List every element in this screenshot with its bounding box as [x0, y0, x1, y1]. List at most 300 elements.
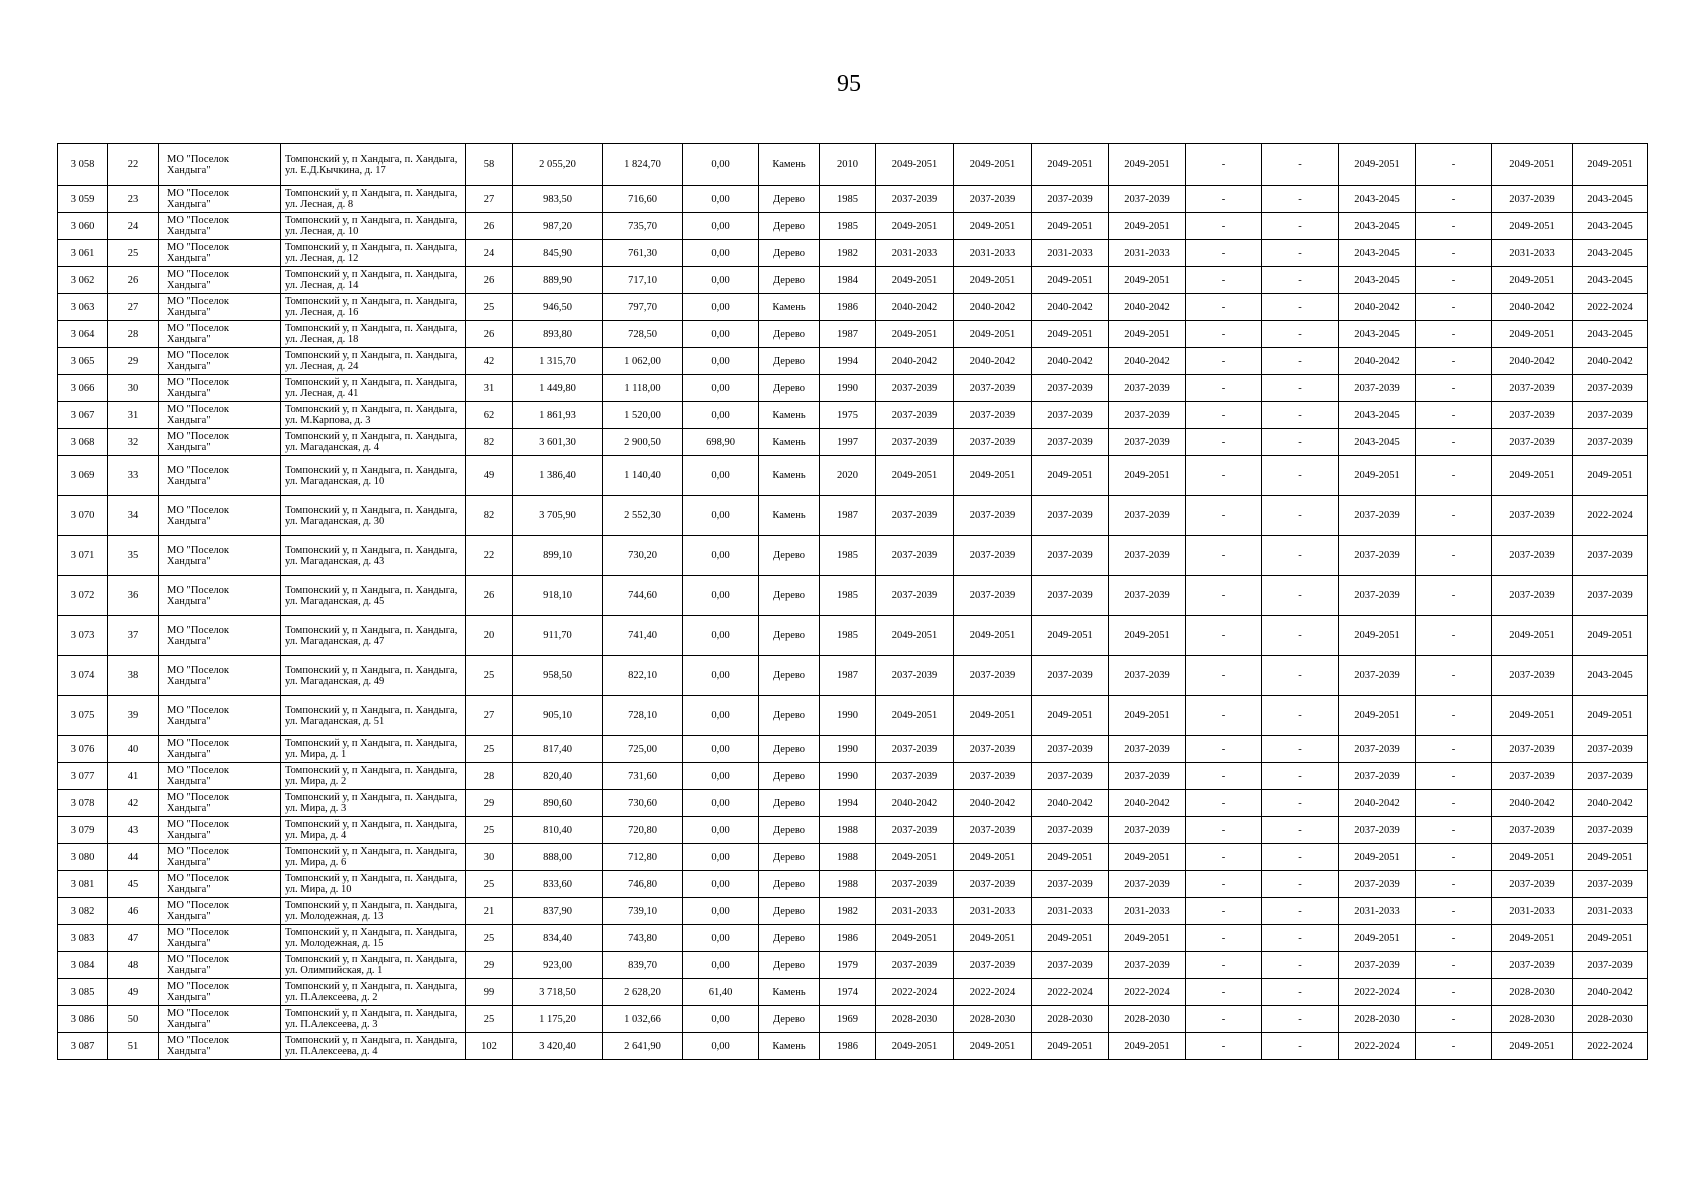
sub-number-cell: 34 [108, 496, 159, 536]
period-cell: - [1186, 616, 1262, 656]
period-cell: 2037-2039 [1032, 375, 1109, 402]
period-cell: 2037-2039 [1339, 656, 1416, 696]
apartments-count-cell: 25 [466, 871, 513, 898]
period-cell: 2037-2039 [1492, 536, 1573, 576]
period-cell: 2049-2051 [1492, 267, 1573, 294]
table-row [58, 576, 1648, 616]
living-area-cell: 717,10 [603, 267, 683, 294]
living-area-cell: 2 628,20 [603, 979, 683, 1006]
living-area-cell: 839,70 [603, 952, 683, 979]
living-area-cell: 797,70 [603, 294, 683, 321]
period-cell: 2037-2039 [954, 375, 1032, 402]
build-year-cell: 1982 [820, 240, 876, 267]
period-cell: 2043-2045 [1573, 213, 1648, 240]
period-cell: 2040-2042 [1492, 348, 1573, 375]
period-cell: 2049-2051 [876, 144, 954, 186]
period-cell: 2049-2051 [954, 1033, 1032, 1060]
living-area-cell: 2 641,90 [603, 1033, 683, 1060]
period-cell: - [1186, 925, 1262, 952]
record-number-cell: 3 071 [58, 536, 108, 576]
period-cell: 2037-2039 [1032, 429, 1109, 456]
record-number-cell: 3 070 [58, 496, 108, 536]
record-number-cell: 3 077 [58, 763, 108, 790]
period-cell: 2049-2051 [1492, 1033, 1573, 1060]
apartments-count-cell: 22 [466, 536, 513, 576]
period-cell: - [1262, 536, 1339, 576]
wall-material-cell: Дерево [759, 267, 820, 294]
period-cell: 2037-2039 [954, 871, 1032, 898]
municipality-cell: МО "Поселок Хандыга" [159, 925, 281, 952]
record-number-cell: 3 064 [58, 321, 108, 348]
total-area-cell: 893,80 [513, 321, 603, 348]
period-cell: 2049-2051 [1573, 844, 1648, 871]
period-cell: 2028-2030 [1109, 1006, 1186, 1033]
apartments-count-cell: 25 [466, 736, 513, 763]
period-cell: 2028-2030 [1339, 1006, 1416, 1033]
period-cell: - [1262, 456, 1339, 496]
period-cell: 2049-2051 [876, 696, 954, 736]
total-area-cell: 890,60 [513, 790, 603, 817]
build-year-cell: 1969 [820, 1006, 876, 1033]
period-cell: 2043-2045 [1339, 213, 1416, 240]
period-cell: 2031-2033 [1492, 240, 1573, 267]
page-number: 95 [837, 71, 861, 97]
living-area-cell: 1 062,00 [603, 348, 683, 375]
period-cell: 2037-2039 [1492, 429, 1573, 456]
period-cell: 2037-2039 [1032, 871, 1109, 898]
living-area-cell: 712,80 [603, 844, 683, 871]
period-cell: - [1416, 616, 1492, 656]
period-cell: 2037-2039 [1032, 186, 1109, 213]
period-cell: - [1262, 898, 1339, 925]
nonresidential-area-cell: 0,00 [683, 267, 759, 294]
table-row [58, 144, 1648, 186]
record-number-cell: 3 087 [58, 1033, 108, 1060]
table-row [58, 871, 1648, 898]
period-cell: 2037-2039 [1492, 952, 1573, 979]
period-cell: 2037-2039 [1339, 576, 1416, 616]
period-cell: - [1186, 294, 1262, 321]
wall-material-cell: Дерево [759, 321, 820, 348]
build-year-cell: 1988 [820, 871, 876, 898]
period-cell: 2022-2024 [1573, 294, 1648, 321]
build-year-cell: 1990 [820, 763, 876, 790]
period-cell: - [1416, 213, 1492, 240]
period-cell: 2037-2039 [876, 375, 954, 402]
period-cell: 2037-2039 [1339, 871, 1416, 898]
period-cell: 2031-2033 [1109, 240, 1186, 267]
period-cell: - [1186, 240, 1262, 267]
period-cell: - [1416, 536, 1492, 576]
living-area-cell: 1 032,66 [603, 1006, 683, 1033]
living-area-cell: 730,60 [603, 790, 683, 817]
period-cell: 2049-2051 [954, 925, 1032, 952]
total-area-cell: 820,40 [513, 763, 603, 790]
period-cell: - [1416, 656, 1492, 696]
period-cell: 2040-2042 [1032, 790, 1109, 817]
period-cell: 2049-2051 [1339, 456, 1416, 496]
total-area-cell: 911,70 [513, 616, 603, 656]
period-cell: 2028-2030 [1573, 1006, 1648, 1033]
wall-material-cell: Дерево [759, 1006, 820, 1033]
nonresidential-area-cell: 0,00 [683, 496, 759, 536]
wall-material-cell: Дерево [759, 576, 820, 616]
sub-number-cell: 23 [108, 186, 159, 213]
address-cell: Томпонский у, п Хандыга, п. Хандыга, ул. Магаданская, д. 43 [281, 536, 466, 576]
period-cell: 2049-2051 [1032, 321, 1109, 348]
municipality-cell: МО "Поселок Хандыга" [159, 1033, 281, 1060]
period-cell: 2049-2051 [876, 844, 954, 871]
period-cell: 2049-2051 [1032, 267, 1109, 294]
apartments-count-cell: 82 [466, 496, 513, 536]
living-area-cell: 728,50 [603, 321, 683, 348]
record-number-cell: 3 074 [58, 656, 108, 696]
period-cell: - [1416, 496, 1492, 536]
municipality-cell: МО "Поселок Хандыга" [159, 144, 281, 186]
nonresidential-area-cell: 0,00 [683, 144, 759, 186]
period-cell: 2049-2051 [1032, 925, 1109, 952]
period-cell: 2031-2033 [954, 898, 1032, 925]
nonresidential-area-cell: 698,90 [683, 429, 759, 456]
record-number-cell: 3 063 [58, 294, 108, 321]
wall-material-cell: Камень [759, 496, 820, 536]
build-year-cell: 1979 [820, 952, 876, 979]
build-year-cell: 1987 [820, 656, 876, 696]
period-cell: 2043-2045 [1339, 240, 1416, 267]
table-row [58, 294, 1648, 321]
period-cell: - [1186, 817, 1262, 844]
apartments-count-cell: 49 [466, 456, 513, 496]
table-row [58, 736, 1648, 763]
period-cell: 2022-2024 [876, 979, 954, 1006]
period-cell: 2037-2039 [1109, 763, 1186, 790]
address-cell: Томпонский у, п Хандыга, п. Хандыга, ул. Лесная, д. 24 [281, 348, 466, 375]
period-cell: 2037-2039 [876, 536, 954, 576]
period-cell: 2031-2033 [1109, 898, 1186, 925]
build-year-cell: 1990 [820, 696, 876, 736]
sub-number-cell: 28 [108, 321, 159, 348]
period-cell: 2037-2039 [1573, 576, 1648, 616]
period-cell: 2049-2051 [954, 844, 1032, 871]
living-area-cell: 744,60 [603, 576, 683, 616]
sub-number-cell: 24 [108, 213, 159, 240]
total-area-cell: 899,10 [513, 536, 603, 576]
apartments-count-cell: 20 [466, 616, 513, 656]
municipality-cell: МО "Поселок Хандыга" [159, 213, 281, 240]
period-cell: 2037-2039 [1109, 952, 1186, 979]
nonresidential-area-cell: 0,00 [683, 925, 759, 952]
total-area-cell: 3 718,50 [513, 979, 603, 1006]
municipality-cell: МО "Поселок Хандыга" [159, 267, 281, 294]
apartments-count-cell: 28 [466, 763, 513, 790]
period-cell: - [1416, 871, 1492, 898]
total-area-cell: 833,60 [513, 871, 603, 898]
sub-number-cell: 40 [108, 736, 159, 763]
period-cell: 2022-2024 [1573, 496, 1648, 536]
record-number-cell: 3 085 [58, 979, 108, 1006]
municipality-cell: МО "Поселок Хандыга" [159, 429, 281, 456]
apartments-count-cell: 62 [466, 402, 513, 429]
total-area-cell: 1 315,70 [513, 348, 603, 375]
period-cell: 2031-2033 [1032, 898, 1109, 925]
municipality-cell: МО "Поселок Хандыга" [159, 496, 281, 536]
period-cell: 2037-2039 [954, 952, 1032, 979]
build-year-cell: 1990 [820, 375, 876, 402]
wall-material-cell: Дерево [759, 240, 820, 267]
period-cell: 2049-2051 [1109, 616, 1186, 656]
period-cell: - [1262, 817, 1339, 844]
sub-number-cell: 43 [108, 817, 159, 844]
period-cell: 2043-2045 [1339, 321, 1416, 348]
period-cell: 2037-2039 [954, 736, 1032, 763]
address-cell: Томпонский у, п Хандыга, п. Хандыга, ул. Лесная, д. 41 [281, 375, 466, 402]
record-number-cell: 3 081 [58, 871, 108, 898]
wall-material-cell: Дерево [759, 871, 820, 898]
period-cell: 2031-2033 [1339, 898, 1416, 925]
address-cell: Томпонский у, п Хандыга, п. Хандыга, ул. Магаданская, д. 10 [281, 456, 466, 496]
address-cell: Томпонский у, п Хандыга, п. Хандыга, ул. П.Алексеева, д. 3 [281, 1006, 466, 1033]
record-number-cell: 3 065 [58, 348, 108, 375]
period-cell: 2022-2024 [1032, 979, 1109, 1006]
period-cell: 2022-2024 [1339, 1033, 1416, 1060]
wall-material-cell: Дерево [759, 375, 820, 402]
municipality-cell: МО "Поселок Хандыга" [159, 321, 281, 348]
period-cell: 2043-2045 [1339, 267, 1416, 294]
period-cell: 2028-2030 [1492, 1006, 1573, 1033]
municipality-cell: МО "Поселок Хандыга" [159, 536, 281, 576]
wall-material-cell: Дерево [759, 763, 820, 790]
period-cell: - [1416, 1006, 1492, 1033]
record-number-cell: 3 059 [58, 186, 108, 213]
period-cell: 2040-2042 [1339, 294, 1416, 321]
total-area-cell: 3 601,30 [513, 429, 603, 456]
wall-material-cell: Дерево [759, 925, 820, 952]
period-cell: 2031-2033 [1032, 240, 1109, 267]
wall-material-cell: Камень [759, 402, 820, 429]
build-year-cell: 1982 [820, 898, 876, 925]
build-year-cell: 1990 [820, 736, 876, 763]
period-cell: 2049-2051 [954, 696, 1032, 736]
period-cell: - [1416, 1033, 1492, 1060]
period-cell: - [1262, 294, 1339, 321]
period-cell: 2040-2042 [1109, 790, 1186, 817]
period-cell: 2049-2051 [954, 144, 1032, 186]
period-cell: - [1186, 375, 1262, 402]
nonresidential-area-cell: 0,00 [683, 898, 759, 925]
period-cell: 2037-2039 [1573, 402, 1648, 429]
period-cell: 2049-2051 [876, 213, 954, 240]
municipality-cell: МО "Поселок Хандыга" [159, 294, 281, 321]
nonresidential-area-cell: 0,00 [683, 213, 759, 240]
record-number-cell: 3 060 [58, 213, 108, 240]
period-cell: - [1262, 348, 1339, 375]
municipality-cell: МО "Поселок Хандыга" [159, 348, 281, 375]
period-cell: - [1262, 429, 1339, 456]
period-cell: - [1186, 898, 1262, 925]
period-cell: 2049-2051 [1492, 925, 1573, 952]
table-row [58, 321, 1648, 348]
period-cell: 2031-2033 [876, 898, 954, 925]
period-cell: 2040-2042 [876, 348, 954, 375]
period-cell: 2037-2039 [876, 576, 954, 616]
period-cell: 2022-2024 [1573, 1033, 1648, 1060]
table-body [58, 144, 1648, 1060]
period-cell: - [1262, 1006, 1339, 1033]
period-cell: 2037-2039 [876, 429, 954, 456]
period-cell: - [1416, 429, 1492, 456]
period-cell: 2037-2039 [1109, 429, 1186, 456]
period-cell: - [1262, 186, 1339, 213]
period-cell: 2049-2051 [954, 321, 1032, 348]
address-cell: Томпонский у, п Хандыга, п. Хандыга, ул. Мира, д. 10 [281, 871, 466, 898]
period-cell: - [1416, 979, 1492, 1006]
table-row [58, 536, 1648, 576]
nonresidential-area-cell: 0,00 [683, 1006, 759, 1033]
period-cell: 2037-2039 [1339, 763, 1416, 790]
apartments-count-cell: 27 [466, 696, 513, 736]
period-cell: 2049-2051 [1339, 144, 1416, 186]
period-cell: 2037-2039 [1109, 536, 1186, 576]
record-number-cell: 3 068 [58, 429, 108, 456]
table-row [58, 898, 1648, 925]
wall-material-cell: Камень [759, 1033, 820, 1060]
apartments-count-cell: 31 [466, 375, 513, 402]
period-cell: 2049-2051 [1339, 844, 1416, 871]
nonresidential-area-cell: 0,00 [683, 375, 759, 402]
period-cell: 2049-2051 [876, 1033, 954, 1060]
period-cell: 2037-2039 [954, 402, 1032, 429]
sub-number-cell: 37 [108, 616, 159, 656]
record-number-cell: 3 076 [58, 736, 108, 763]
period-cell: - [1262, 375, 1339, 402]
address-cell: Томпонский у, п Хандыга, п. Хандыга, ул. М.Карпова, д. 3 [281, 402, 466, 429]
table-row [58, 817, 1648, 844]
wall-material-cell: Дерево [759, 616, 820, 656]
period-cell: - [1416, 240, 1492, 267]
living-area-cell: 739,10 [603, 898, 683, 925]
living-area-cell: 743,80 [603, 925, 683, 952]
apartments-count-cell: 26 [466, 267, 513, 294]
period-cell: 2037-2039 [1032, 576, 1109, 616]
living-area-cell: 746,80 [603, 871, 683, 898]
address-cell: Томпонский у, п Хандыга, п. Хандыга, ул. Молодежная, д. 13 [281, 898, 466, 925]
period-cell: 2043-2045 [1573, 186, 1648, 213]
sub-number-cell: 31 [108, 402, 159, 429]
housing-registry-table [57, 143, 1648, 1060]
table-row [58, 844, 1648, 871]
living-area-cell: 730,20 [603, 536, 683, 576]
period-cell: 2037-2039 [1109, 817, 1186, 844]
table-row [58, 952, 1648, 979]
period-cell: - [1186, 1006, 1262, 1033]
period-cell: 2037-2039 [1573, 952, 1648, 979]
period-cell: - [1416, 402, 1492, 429]
address-cell: Томпонский у, п Хандыга, п. Хандыга, ул. Магаданская, д. 4 [281, 429, 466, 456]
record-number-cell: 3 069 [58, 456, 108, 496]
build-year-cell: 1986 [820, 1033, 876, 1060]
wall-material-cell: Камень [759, 456, 820, 496]
period-cell: - [1186, 656, 1262, 696]
apartments-count-cell: 26 [466, 576, 513, 616]
apartments-count-cell: 27 [466, 186, 513, 213]
period-cell: 2037-2039 [1032, 817, 1109, 844]
build-year-cell: 1986 [820, 294, 876, 321]
address-cell: Томпонский у, п Хандыга, п. Хандыга, ул. Лесная, д. 14 [281, 267, 466, 294]
period-cell: - [1416, 925, 1492, 952]
period-cell: 2049-2051 [1492, 616, 1573, 656]
record-number-cell: 3 079 [58, 817, 108, 844]
municipality-cell: МО "Поселок Хандыга" [159, 817, 281, 844]
record-number-cell: 3 073 [58, 616, 108, 656]
living-area-cell: 720,80 [603, 817, 683, 844]
apartments-count-cell: 25 [466, 817, 513, 844]
period-cell: - [1416, 763, 1492, 790]
period-cell: - [1262, 240, 1339, 267]
nonresidential-area-cell: 0,00 [683, 790, 759, 817]
build-year-cell: 1985 [820, 536, 876, 576]
period-cell: 2031-2033 [954, 240, 1032, 267]
municipality-cell: МО "Поселок Хандыга" [159, 456, 281, 496]
build-year-cell: 1988 [820, 817, 876, 844]
address-cell: Томпонский у, п Хандыга, п. Хандыга, ул. Мира, д. 6 [281, 844, 466, 871]
period-cell: 2049-2051 [1492, 456, 1573, 496]
period-cell: 2049-2051 [1492, 844, 1573, 871]
build-year-cell: 1985 [820, 576, 876, 616]
period-cell: - [1416, 456, 1492, 496]
period-cell: - [1186, 790, 1262, 817]
period-cell: 2037-2039 [954, 496, 1032, 536]
record-number-cell: 3 061 [58, 240, 108, 267]
period-cell: 2037-2039 [876, 736, 954, 763]
period-cell: 2037-2039 [876, 952, 954, 979]
period-cell: 2049-2051 [1573, 925, 1648, 952]
table-row [58, 456, 1648, 496]
period-cell: 2049-2051 [1109, 696, 1186, 736]
period-cell: - [1186, 979, 1262, 1006]
build-year-cell: 1984 [820, 267, 876, 294]
apartments-count-cell: 102 [466, 1033, 513, 1060]
period-cell: 2040-2042 [1492, 790, 1573, 817]
period-cell: 2037-2039 [876, 656, 954, 696]
period-cell: 2037-2039 [954, 429, 1032, 456]
period-cell: 2049-2051 [1109, 144, 1186, 186]
build-year-cell: 1994 [820, 790, 876, 817]
wall-material-cell: Камень [759, 429, 820, 456]
sub-number-cell: 46 [108, 898, 159, 925]
period-cell: 2037-2039 [1339, 952, 1416, 979]
sub-number-cell: 47 [108, 925, 159, 952]
municipality-cell: МО "Поселок Хандыга" [159, 979, 281, 1006]
period-cell: 2037-2039 [1032, 952, 1109, 979]
wall-material-cell: Дерево [759, 790, 820, 817]
table-row [58, 1033, 1648, 1060]
build-year-cell: 2010 [820, 144, 876, 186]
period-cell: - [1262, 213, 1339, 240]
total-area-cell: 983,50 [513, 186, 603, 213]
period-cell: 2040-2042 [1492, 294, 1573, 321]
apartments-count-cell: 25 [466, 294, 513, 321]
sub-number-cell: 30 [108, 375, 159, 402]
period-cell: 2037-2039 [876, 402, 954, 429]
total-area-cell: 946,50 [513, 294, 603, 321]
apartments-count-cell: 30 [466, 844, 513, 871]
period-cell: 2028-2030 [954, 1006, 1032, 1033]
municipality-cell: МО "Поселок Хандыга" [159, 186, 281, 213]
build-year-cell: 1987 [820, 496, 876, 536]
nonresidential-area-cell: 0,00 [683, 348, 759, 375]
apartments-count-cell: 21 [466, 898, 513, 925]
municipality-cell: МО "Поселок Хандыга" [159, 696, 281, 736]
